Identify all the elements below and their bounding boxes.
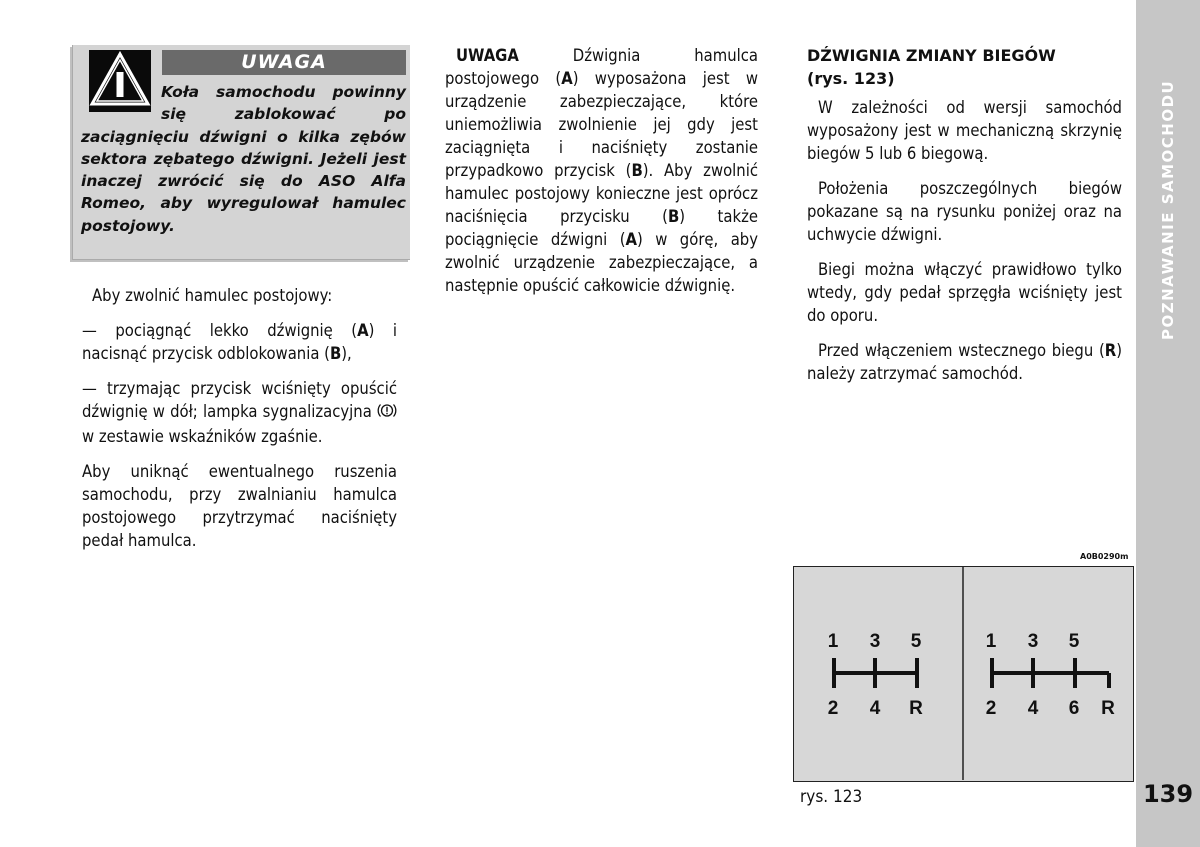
- warning-title: UWAGA: [162, 50, 406, 75]
- gear-label: 5: [1068, 631, 1080, 652]
- gear-label: 4: [1027, 698, 1039, 719]
- column-middle: [445, 44, 758, 309]
- label-b: B: [329, 344, 342, 363]
- gear-label: 3: [1027, 631, 1039, 652]
- paragraph: Biegi można włączyć prawidłowo tylko wtedy, gdy pedał sprzęgła wciśnięty jest do oporu.: [807, 260, 1122, 325]
- five-speed-pattern: [828, 631, 923, 719]
- paragraph: Przed włączeniem wstecznego biegu (R) należy zatrzymać samochód.: [807, 341, 1122, 383]
- brake-warning-lamp-icon: [377, 402, 397, 425]
- page-number: 139: [1142, 780, 1194, 808]
- paragraph: — pociągnąć lekko dźwignię (A) i nacisnąć przycisk odblokowania (B),: [82, 321, 397, 363]
- gear-label: R: [1101, 698, 1115, 719]
- label-a: A: [357, 321, 369, 340]
- paragraph: UWAGA Dźwignia hamulca postojowego (A) wyposażona jest w urządzenie zabezpieczające, które uniemożliwia zwolnienie jej gdy jest zaciągnięta i naciśnięty zostanie przypadkowo przycisk (B). Aby zwolnić hamulec postojowy konieczne jest oprócz naciśnięcia przycisku (B) także pociągnięcie dźwigni (A) w górę, aby zwolnić urządzenie zabezpieczające, a następnie opuścić całkowicie dźwignię.: [445, 46, 759, 295]
- five-speed-gate: [834, 658, 917, 688]
- figure-caption: rys. 123: [800, 787, 863, 807]
- note-lead: UWAGA: [456, 46, 519, 65]
- section-subheading: (rys. 123): [807, 69, 895, 88]
- six-speed-pattern: [986, 631, 1115, 719]
- gear-label: 1: [985, 631, 997, 652]
- warning-text: Koła samochodu powinny się zablokować po zaciągnięciu dźwigni o kilka zębów sektora zębatego dźwigni. Jeżeli jest inaczej zwrócić się do ASO Alfa Romeo, aby wyregulował hamulec postojowy.: [81, 83, 406, 235]
- paragraph: — trzymając przycisk wciśnięty opuścić dźwignię w dół; lampka sygnalizacyjna w zestawie wskaźników zgaśnie.: [82, 379, 397, 446]
- gear-label: 4: [869, 698, 881, 719]
- gear-label: 2: [985, 698, 997, 719]
- gear-shift-figure: [793, 566, 1134, 782]
- paragraph: Aby zwolnić hamulec postojowy:: [92, 286, 333, 305]
- six-speed-gate: [992, 658, 1109, 688]
- gear-label: R: [909, 698, 923, 719]
- paragraph: W zależności od wersji samochód wyposażony jest w mechaniczną skrzynię biegów 5 lub 6 biegową.: [807, 98, 1122, 163]
- gear-label: 5: [910, 631, 922, 652]
- column-left: [82, 284, 397, 564]
- figure-code: A0B0290m: [1080, 552, 1129, 561]
- paragraph: Aby uniknąć ewentualnego ruszenia samochodu, przy zwalnianiu hamulca postojowego przytrzymać naciśnięty pedał hamulca.: [82, 462, 397, 550]
- shift-patterns: [794, 567, 1132, 780]
- section-label: POZNAWANIE SAMOCHODU: [1159, 79, 1177, 340]
- gear-label: 6: [1068, 698, 1080, 719]
- paragraph: Położenia poszczególnych biegów pokazane są na rysunku poniżej oraz na uchwycie dźwigni.: [807, 179, 1122, 244]
- warning-box: [72, 45, 410, 260]
- section-heading: DŹWIGNIA ZMIANY BIEGÓW: [807, 46, 1056, 65]
- column-right: [807, 44, 1122, 397]
- gear-label: 3: [869, 631, 881, 652]
- gear-label: 1: [827, 631, 839, 652]
- gear-label: 2: [827, 698, 839, 719]
